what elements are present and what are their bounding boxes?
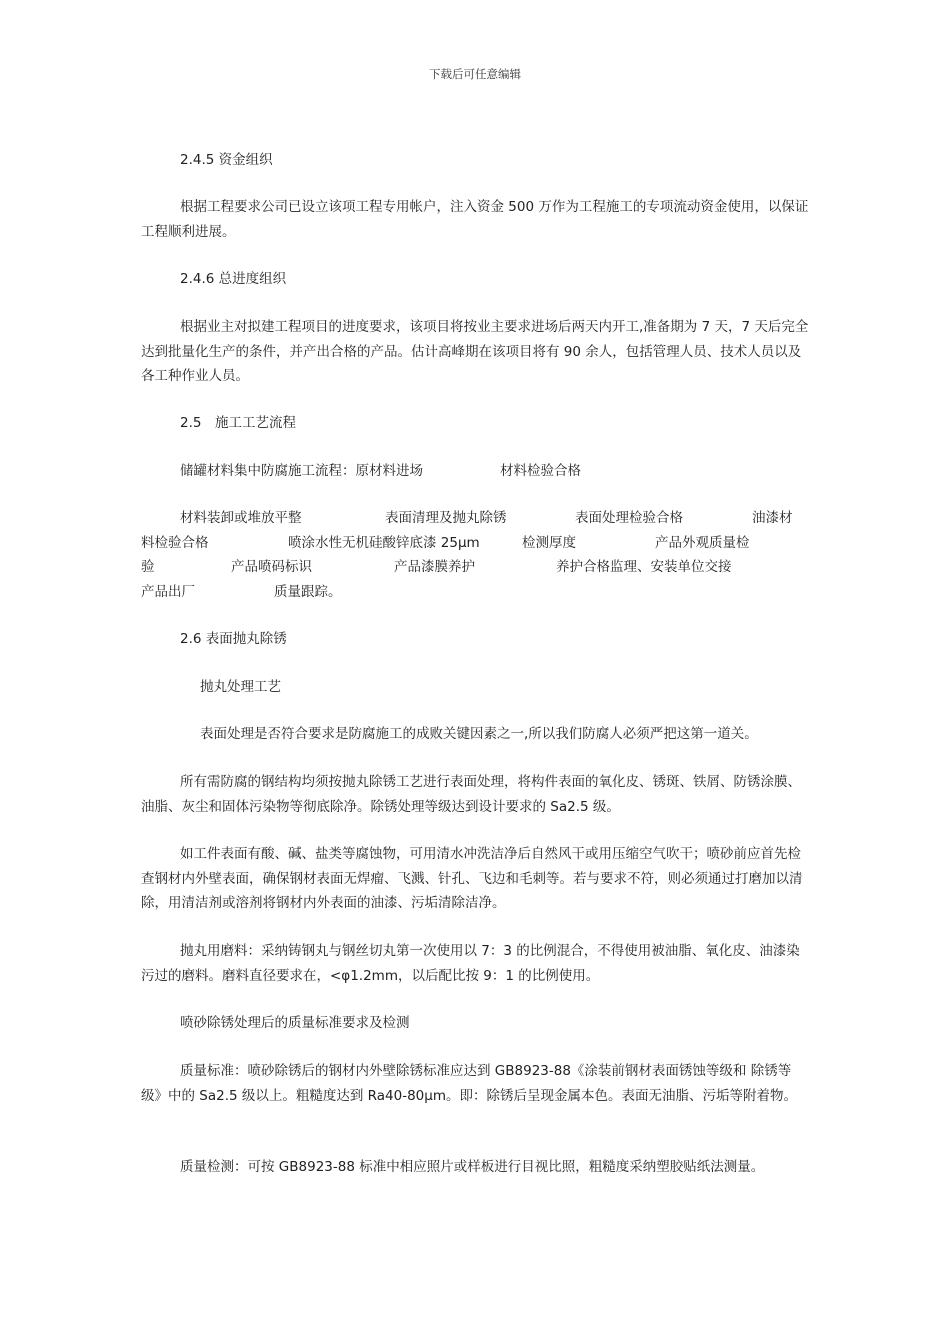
flow-step: 表面清理及抛丸除锈 — [385, 510, 507, 526]
flow-step: 产品出厂 — [141, 583, 195, 600]
flow-step: 检测厚度 — [522, 534, 576, 551]
flow-step: 喷涂水性无机硅酸锌底漆 25μm — [288, 534, 480, 551]
flow-step: 产品漆膜养护 — [394, 559, 475, 575]
section-2-6-title: 2.6 表面抛丸除锈 — [180, 631, 287, 647]
paragraph-shot-blasting-requirement: 所有需防腐的钢结构均须按抛丸除锈工艺进行表面处理，将构件表面的氧化皮、锈斑、铁屑、防锈涂膜、油脂、灰尘和固体污染物等彻底除净。除锈处理等级达到设计要求的 Sa2.5 级。 — [141, 774, 801, 815]
flow-step: 养护合格监理、安装单位交接 — [556, 559, 732, 575]
paragraph-pre-cleaning: 如工件表面有酸、碱、盐类等腐蚀物，可用清水冲洗洁净后自然风干或用压缩空气吹干；喷砂前应首先检查钢材内外壁表面，确保钢材表面无焊瘤、飞溅、针孔、飞边和毛刺等。若与要求不符，则必须通过打磨加以清除，用清洁剂或溶剂将钢材内外表面的油漆、污垢清除洁净。 — [141, 846, 803, 911]
flow-step: 产品外观质量检 — [655, 534, 750, 551]
flow-intro-text: 储罐材料集中防腐施工流程：原材料进场 — [180, 463, 423, 479]
paragraph-quality-standard: 质量标准：喷砂除锈后的钢材内外壁除锈标准应达到 GB8923-88《涂装前钢材表面锈蚀等级和 除锈等级》中的 Sa2.5 级以上。粗糙度达到 Ra40-80μm。即：除锈后呈现金属本色。表面无油脂、污垢等附着物。 — [141, 1063, 798, 1104]
section-2-6-subtitle: 抛丸处理工艺 — [200, 679, 281, 695]
flow-step: 质量跟踪。 — [274, 583, 342, 600]
process-flow-steps — [141, 506, 809, 604]
paragraph-quality-inspection: 质量检测：可按 GB8923-88 标准中相应照片或样板进行目视比照，粗糙度采纳塑胶贴纸法测量。 — [180, 1159, 765, 1175]
section-2-4-6-body: 根据业主对拟建工程项目的进度要求，该项目将按业主要求进场后两天内开工,准备期为 7 天，7 天后完全达到批量化生产的条件，并产出合格的产品。估计高峰期在该项目将有 90 余人，包括管理人员、技术人员以及各工种作业人员。 — [141, 319, 809, 384]
paragraph-abrasive: 抛丸用磨料：采纳铸钢丸与钢丝切丸第一次使用以 7：3 的比例混合，不得使用被油脂、氧化皮、油漆染污过的磨料。磨料直径要求在，<φ1.2mm，以后配比按 9：1 的比例使用。 — [141, 943, 800, 984]
flow-step: 油漆材 — [752, 510, 793, 526]
paragraph-quality-title: 喷砂除锈处理后的质量标准要求及检测 — [180, 1015, 410, 1031]
flow-step: 验 — [141, 559, 155, 575]
paragraph-surface-importance: 表面处理是否符合要求是防腐施工的成败关键因素之一,所以我们防腐人必须严把这第一道关。 — [200, 726, 758, 742]
flow-step: 表面处理检验合格 — [575, 510, 683, 526]
section-2-4-6-title: 2.4.6 总进度组织 — [180, 271, 287, 287]
process-flow-intro — [141, 459, 809, 484]
flow-step: 材料装卸或堆放平整 — [180, 510, 302, 526]
flow-step: 产品喷码标识 — [231, 559, 312, 575]
flow-step-material-check: 材料检验合格 — [500, 463, 581, 479]
section-2-4-5-body: 根据工程要求公司已设立该项工程专用帐户，注入资金 500 万作为工程施工的专项流动资金使用，以保证工程顺利进展。 — [141, 199, 809, 240]
flow-step: 料检验合格 — [141, 534, 209, 551]
section-2-4-5-title: 2.4.5 资金组织 — [180, 152, 273, 168]
section-2-5-title: 2.5 施工工艺流程 — [180, 415, 296, 431]
page-header: 下载后可任意编辑 — [429, 67, 521, 81]
